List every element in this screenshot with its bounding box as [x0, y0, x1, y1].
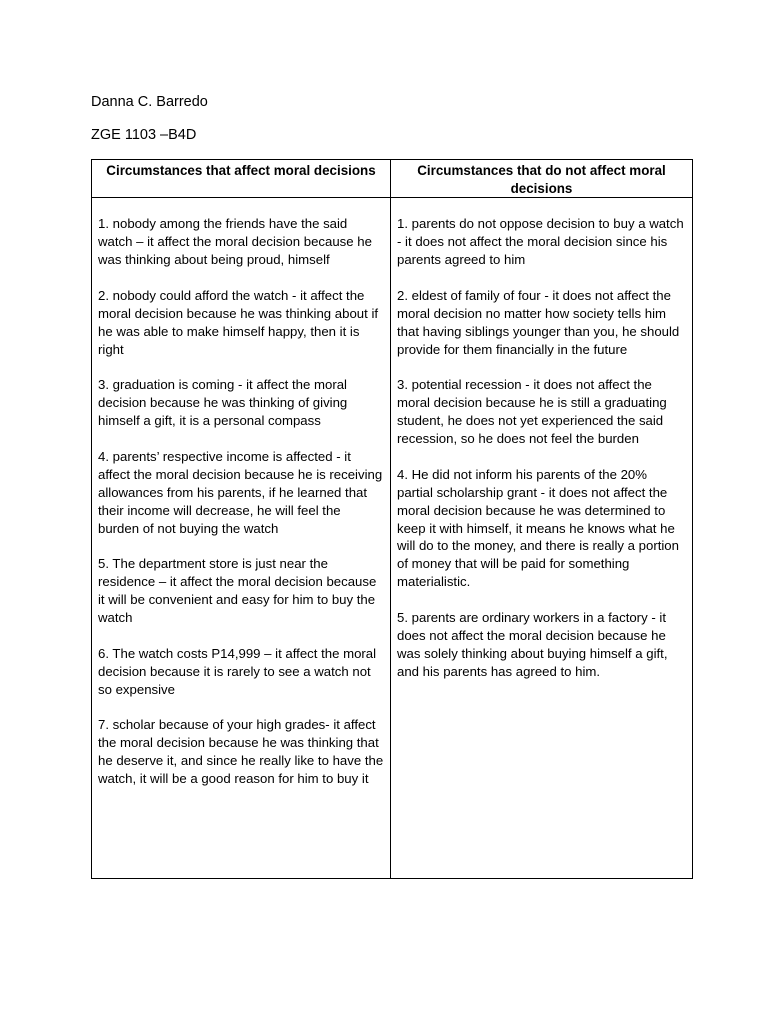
not-affect-item: 3. potential recession - it does not affect the moral decision because he is still a graduating student, he does not yet experienced the said recession, so he does not feel the burden	[397, 377, 667, 447]
not-affect-column	[391, 198, 693, 879]
table-header-row	[92, 160, 693, 198]
table-body-row	[92, 198, 693, 879]
not-affect-item: 2. eldest of family of four - it does not affect the moral decision no matter how society tells him that having siblings younger than you, he should provide for them financially in the future	[397, 287, 680, 357]
affect-item: 5. The department store is just near the residence – it affect the moral decision because it will be convenient and easy for him to buy the watch	[98, 556, 377, 626]
affect-item: 7. scholar because of your high grades- it affect the moral decision because he was thinking that he deserve it, and since he really like to have the watch, it will be a good reason for him to buy it	[98, 717, 384, 787]
course-code: ZGE 1103 –B4D	[91, 127, 197, 143]
header-affect: Circumstances that affect moral decisions	[92, 160, 391, 198]
affect-item: 1. nobody among the friends have the said watch – it affect the moral decision because he was thinking about being proud, himself	[98, 216, 372, 267]
not-affect-item: 1. parents do not oppose decision to buy a watch - it does not affect the moral decision since his parents agreed to him	[397, 216, 684, 267]
header-not-affect: Circumstances that do not affect moral decisions	[391, 160, 693, 198]
affect-item: 2. nobody could afford the watch - it affect the moral decision because he was thinking about if he was able to make himself happy, then it is right	[98, 287, 379, 357]
circumstances-table	[91, 159, 693, 879]
affect-item: 6. The watch costs P14,999 – it affect the moral decision because it is rarely to see a watch not so expensive	[98, 645, 377, 697]
affect-column	[92, 198, 391, 879]
affect-item: 3. graduation is coming - it affect the moral decision because he was thinking of giving himself a gift, it is a personal compass	[98, 377, 348, 429]
author-name: Danna C. Barredo	[91, 94, 208, 110]
not-affect-item: 4. He did not inform his parents of the 20% partial scholarship grant - it does not affect the moral decision because he was determined to keep it with himself, it means he knows what he will do to the money, and there is really a portion of money that will be paid for something materialistic.	[397, 466, 679, 590]
not-affect-item: 5. parents are ordinary workers in a factory - it does not affect the moral decision because he was solely thinking about buying himself a gift, and his parents has agreed to him.	[397, 610, 668, 679]
affect-item: 4. parents’ respective income is affected - it affect the moral decision because he is receiving allowances from his parents, if he learned that their income will decrease, he will feel the burden of not buying the watch	[98, 448, 383, 536]
